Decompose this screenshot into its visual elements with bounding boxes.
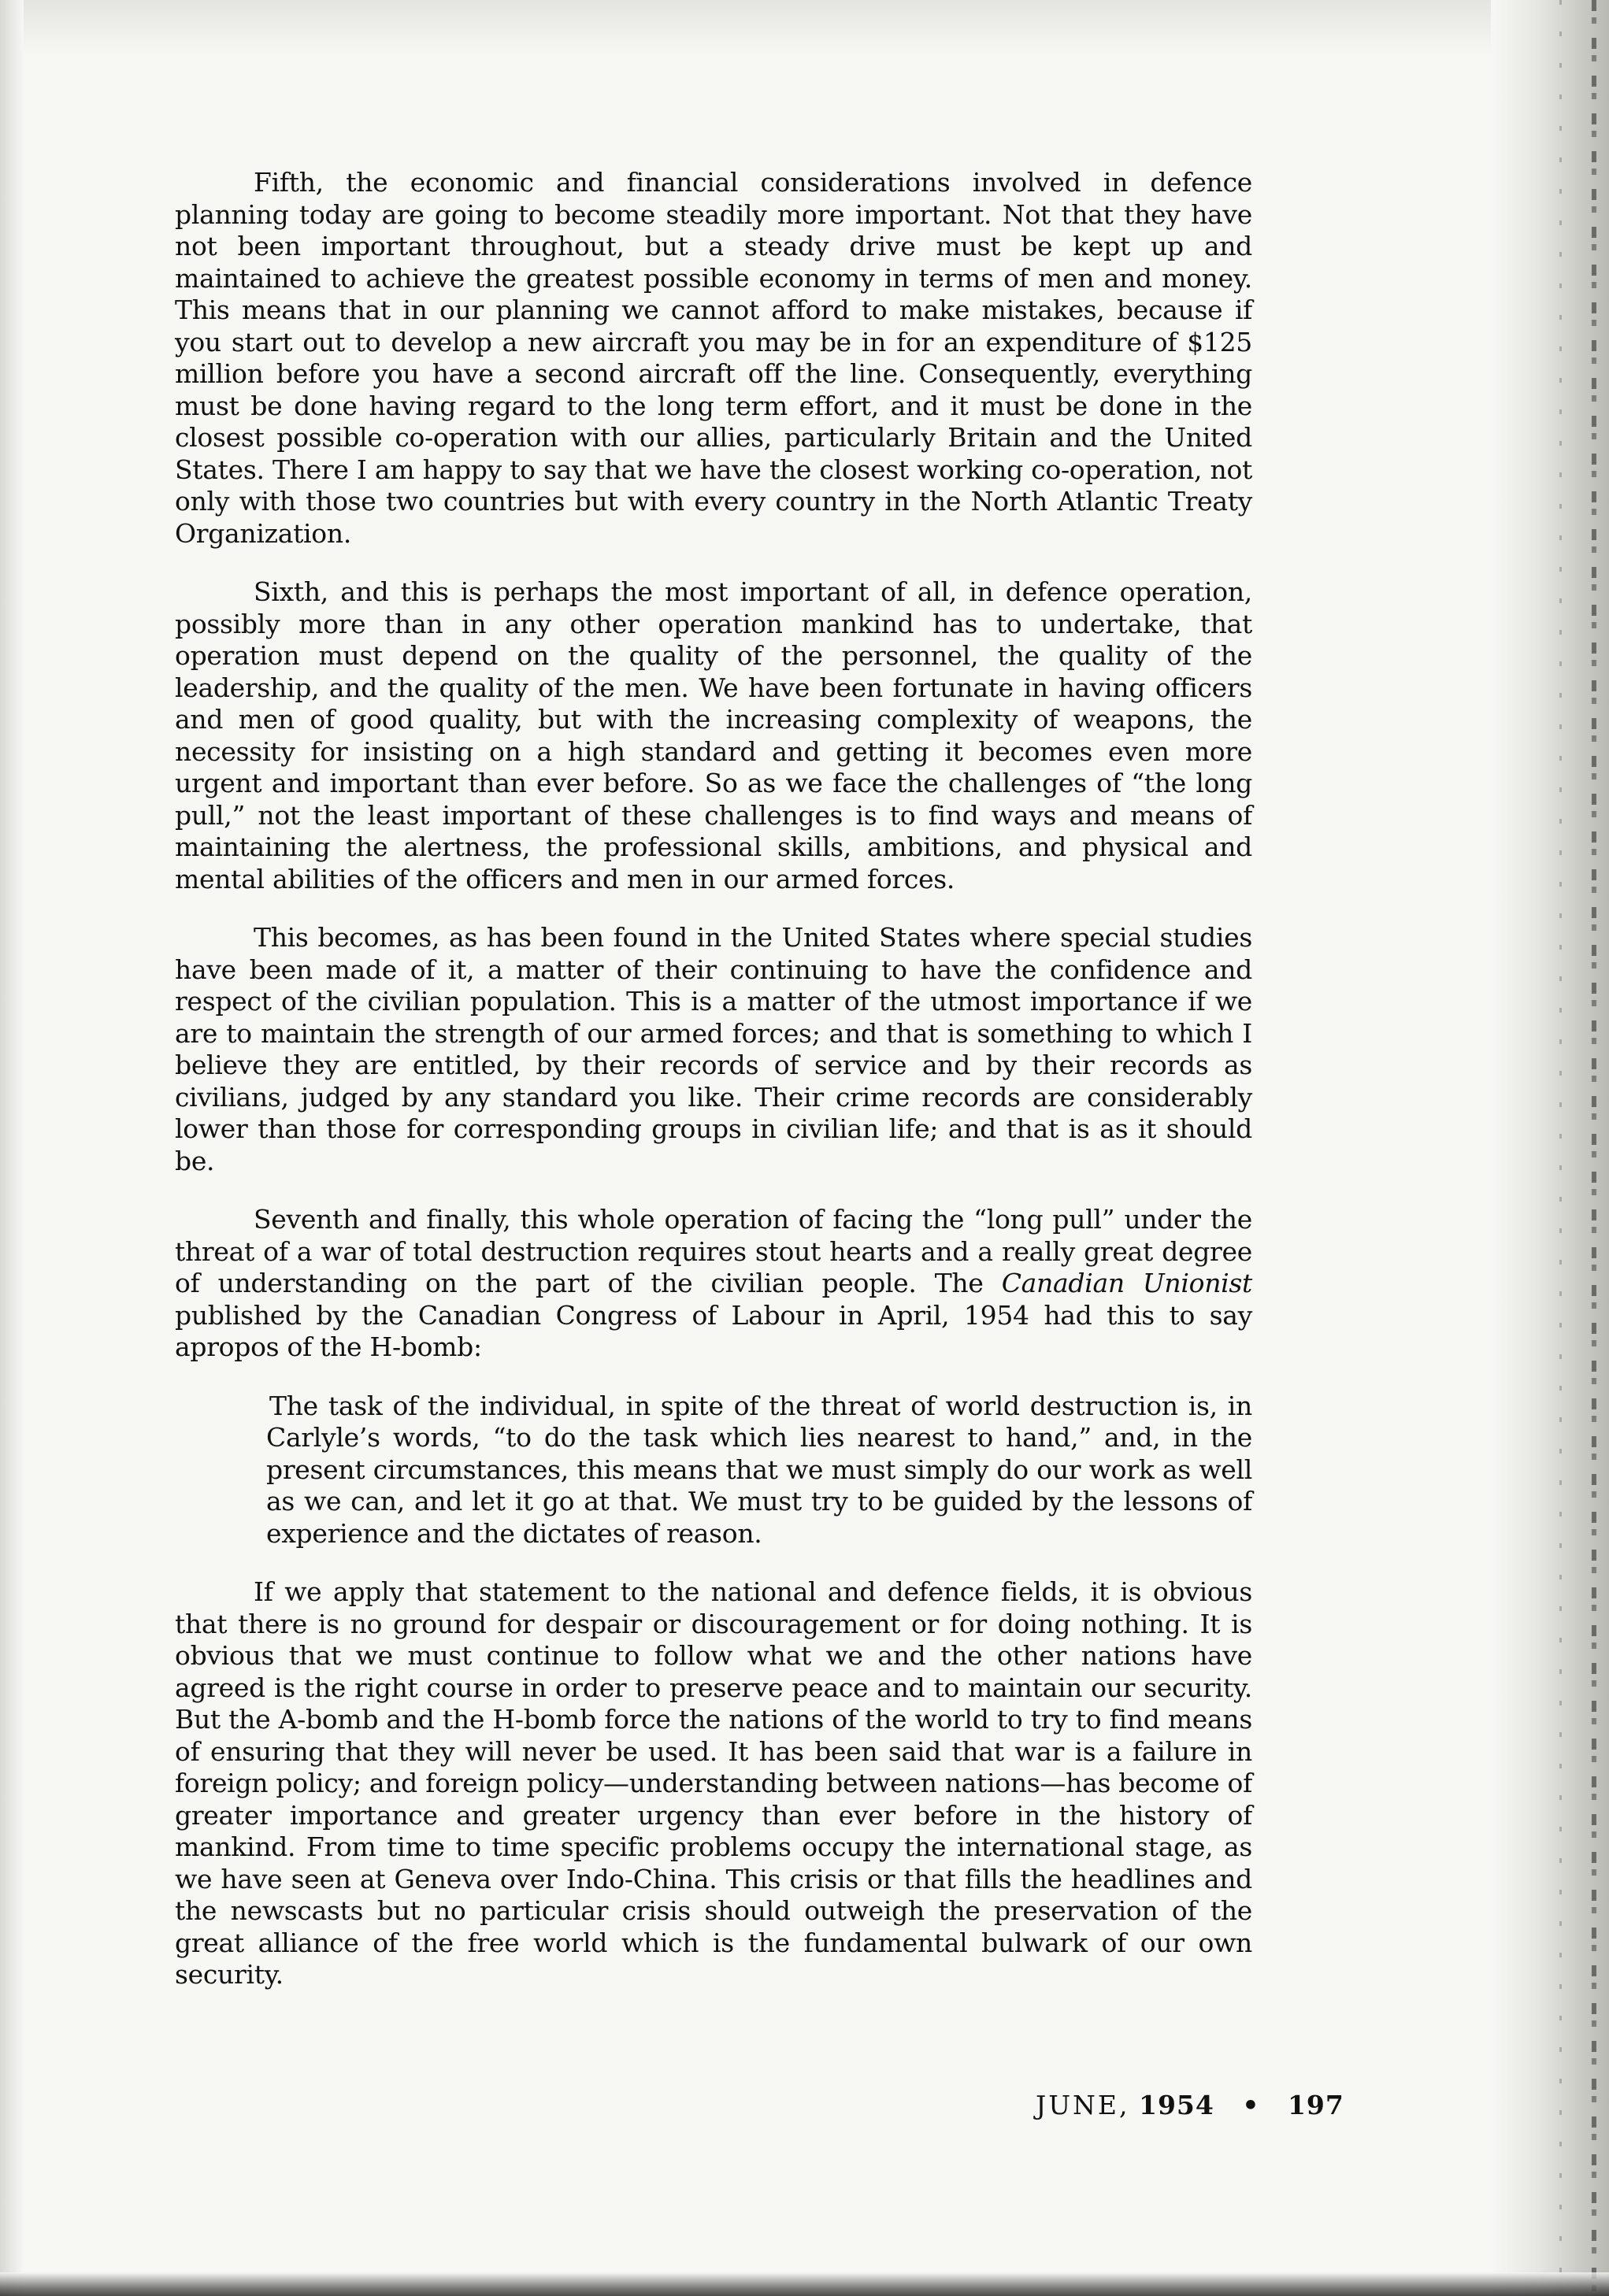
scan-shadow-bottom	[0, 2272, 1609, 2296]
page-number: 197	[1287, 2090, 1344, 2120]
paragraph-seventh-text-after: published by the Canadian Congress of Labour in April, 1954 had this to say apropos of the H-bomb:	[175, 1299, 1252, 1362]
page-footer	[1036, 2090, 1344, 2120]
scan-shadow-top	[0, 0, 1609, 55]
paragraph-closing: If we apply that statement to the national and defence fields, it is obvious that there is no ground for despair or discouragement or for doing nothing. It is obvious that we must continue to follow what we and the other nations have agreed is the right course in order to preserve peace and to maintain our security. But the A-bomb and the H-bomb force the nations of the world to try to find means of ensuring that they will never be used. It has been said that war is a failure in foreign policy; and foreign policy—understanding between nations—has become of greater importance and greater urgency than ever before in the history of mankind. From time to time specific problems occupy the international stage, as we have seen at Geneva over Indo-China. This crisis or that fills the headlines and the newscasts but no particular crisis should outweigh the preservation of the great alliance of the free world which is the fundamental bulwark of our own security.	[175, 1576, 1252, 1990]
footer-year: 1954	[1139, 2090, 1214, 2120]
paragraph-fifth: Fifth, the economic and financial considerations involved in defence planning today are going to become steadily more important. Not that they have not been important throughout, but a steady drive must be kept up and maintained to achieve the greatest possible economy in terms of men and money. This means that in our planning we cannot afford to make mistakes, because if you start out to develop a new aircraft you may be in for an expenditure of $125 million before you have a second aircraft off the line. Consequently, everything must be done having regard to the long term effort, and it must be done in the closest possible co-operation with our allies, particularly Britain and the United States. There I am happy to say that we have the closest working co-operation, not only with those two countries but with every country in the North Atlantic Treaty Organization.	[175, 167, 1252, 549]
footer-month: JUNE,	[1036, 2090, 1130, 2120]
publication-title: Canadian Unionist	[1001, 1268, 1253, 1298]
footer-separator: •	[1242, 2090, 1260, 2120]
paragraph-civilian-respect: This becomes, as has been found in the United States where special studies have been made of it, a matter of their continuing to have the confidence and respect of the civilian population. This is a matter of the utmost importance if we are to maintain the strength of our armed forces; and that is something to which I believe they are entitled, by their records of service and by their records as civilians, judged by any standard you like. Their crime records are considerably lower than those for corresponding groups in civilian life; and that is as it should be.	[175, 922, 1252, 1176]
paragraph-sixth: Sixth, and this is perhaps the most important of all, in defence operation, possibly more than in any other operation mankind has to undertake, that operation must depend on the quality of the personnel, the quality of the leadership, and the quality of the men. We have been fortunate in having officers and men of good quality, but with the increasing complexity of weapons, the necessity for insisting on a high standard and getting it becomes even more urgent and important than ever before. So as we face the challenges of “the long pull,” not the least important of these challenges is to find ways and means of maintaining the alertness, the professional skills, ambitions, and physical and mental abilities of the officers and men in our armed forces.	[175, 576, 1252, 894]
scan-shadow-left	[0, 0, 24, 2296]
paragraph-seventh	[175, 1204, 1252, 1364]
scan-binding-edge	[1491, 0, 1609, 2296]
paragraph-seventh-text-before: Seventh and finally, this whole operation of facing the “long pull” under the threat of a war of total destruction requires stout hearts and a really great degree of understanding on the part of the civilian people. The	[175, 1204, 1252, 1298]
article-body	[175, 167, 1252, 2018]
block-quote: The task of the individual, in spite of the threat of world destruction is, in Carlyle’s words, “to do the task which lies nearest to hand,” and, in the present circumstances, this means that we must simply do our work as well as we can, and let it go at that. We must try to be guided by the lessons of experience and the dictates of reason.	[266, 1390, 1252, 1549]
